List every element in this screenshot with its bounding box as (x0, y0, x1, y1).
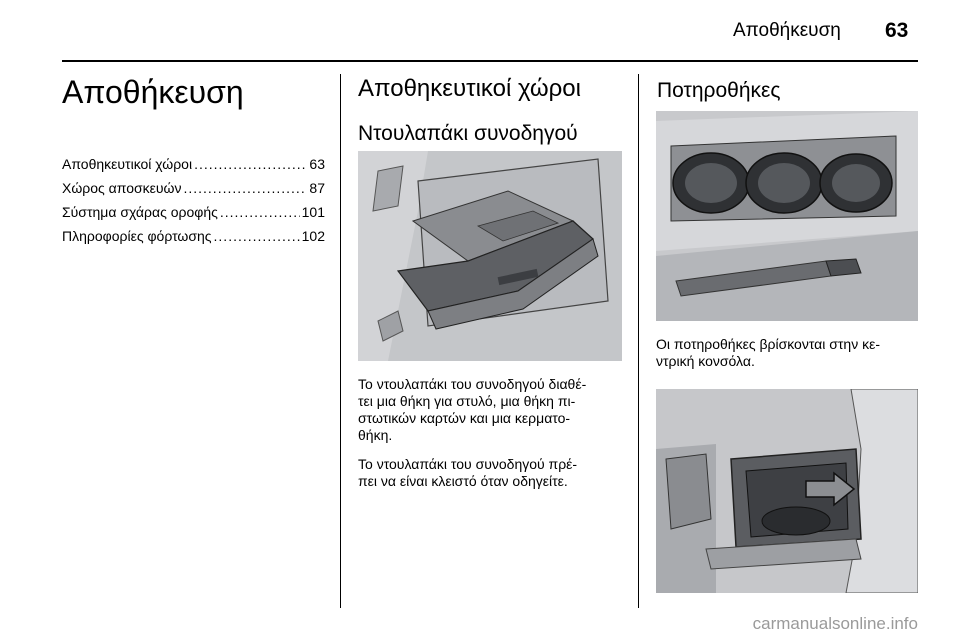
running-title: Αποθήκευση (733, 20, 841, 41)
glovebox-paragraph-2: Το ντουλαπάκι του συνοδηγού πρέ- πει να είναι κλειστό όταν οδηγείτε. (358, 456, 578, 489)
page-number: 63 (885, 19, 909, 42)
column-divider-right (638, 74, 639, 608)
toc-entry-page: 63 (309, 156, 325, 172)
section-title: Αποθηκευτικοί χώροι (358, 75, 581, 102)
toc-entry-page: 87 (309, 180, 325, 196)
toc-entry-page: 101 (301, 204, 325, 220)
toc-entry[interactable] (62, 200, 325, 224)
toc-entry-label: Σύστημα σχάρας οροφής (62, 204, 218, 220)
watermark: carmanualsonline.info (752, 614, 918, 633)
header-rule (62, 60, 918, 62)
cupholders-title: Ποτηροθήκες (657, 79, 781, 102)
toc-entry[interactable] (62, 152, 325, 176)
subsection-title: Ντουλαπάκι συνοδηγού (358, 122, 578, 145)
toc-entry[interactable] (62, 176, 325, 200)
glovebox-illustration (358, 151, 622, 361)
toc-entry-label: Χώρος αποσκευών (62, 180, 182, 196)
cupholders-illustration (656, 111, 918, 321)
console-cupholder-illustration (656, 389, 918, 593)
toc-dot-leader (194, 152, 307, 176)
toc-entry-label: Αποθηκευτικοί χώροι (62, 156, 193, 172)
toc-dot-leader (183, 176, 307, 200)
table-of-contents (62, 152, 325, 248)
toc-entry-page: 102 (301, 228, 325, 244)
column-divider-left (340, 74, 341, 608)
toc-entry-label: Πληροφορίες φόρτωσης (62, 228, 212, 244)
toc-entry[interactable] (62, 224, 325, 248)
chapter-title: Αποθήκευση (62, 74, 244, 110)
toc-dot-leader (220, 200, 300, 224)
toc-dot-leader (214, 224, 300, 248)
glovebox-paragraph-1: Το ντουλαπάκι του συνοδηγού διαθέ- τει μια θήκη για στυλό, μια θήκη πι- στωτικών καρτών και μια κερματο- θήκη. (358, 376, 587, 443)
cupholders-paragraph: Οι ποτηροθήκες βρίσκονται στην κε- ντρική κονσόλα. (656, 336, 881, 369)
